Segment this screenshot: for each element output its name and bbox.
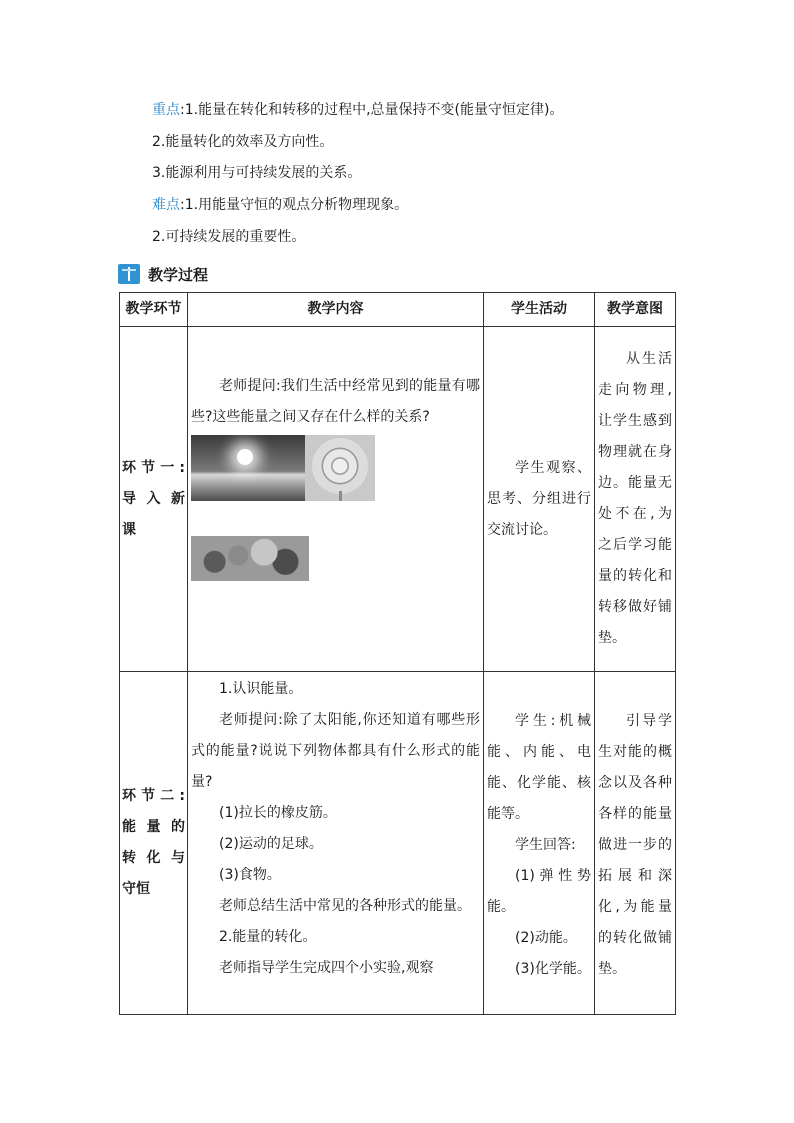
key-point-2: 2.能量转化的效率及方向性。 <box>152 134 334 150</box>
content-line: 老师总结生活中常见的各种形式的能量。 <box>219 898 471 914</box>
food-photo <box>191 517 309 581</box>
content-paragraph: 老师提问:我们生活中经常见到的能量有哪些?这些能量之间又存在什么样的关系? <box>191 378 480 425</box>
photo-group <box>191 435 480 581</box>
activity-line: (1)弹性势能。 <box>487 868 591 915</box>
key-point-1 <box>152 100 563 120</box>
lesson-table <box>119 292 676 1015</box>
stage-line: 课 <box>122 521 136 538</box>
activity-line: (2)动能。 <box>515 930 577 946</box>
activity-cell <box>484 327 595 672</box>
key-point-3: 3.能源利用与可持续发展的关系。 <box>152 165 362 181</box>
stage-line: 转化与 <box>122 850 185 866</box>
content-line: 老师提问:除了太阳能,你还知道有哪些形式的能量?说说下列物体都具有什么形式的能量? <box>191 712 480 790</box>
activity-line: 学生:机械能、内能、电能、化学能、核能等。 <box>487 713 591 822</box>
stage-line: 能量的 <box>122 819 185 835</box>
header-activity: 学生活动 <box>484 293 595 327</box>
content-cell <box>188 327 484 672</box>
table-row <box>120 672 676 1015</box>
section-title: 教学过程 <box>148 265 209 284</box>
stage-line: 环节一: <box>122 459 185 476</box>
content-cell <box>188 672 484 1015</box>
content-line: 老师指导学生完成四个小实验,观察 <box>219 960 434 976</box>
difficulty-2: 2.可持续发展的重要性。 <box>152 229 306 245</box>
header-intent: 教学意图 <box>595 293 676 327</box>
intent-cell <box>595 327 676 672</box>
difficulty-label: 难点 <box>152 197 180 213</box>
intent-paragraph: 从生活走向物理,让学生感到物理就在身边。能量无处不在,为之后学习能量的转化和转移做好铺垫。 <box>598 351 672 646</box>
stage-line: 守恒 <box>122 881 150 897</box>
activity-paragraph: 学生观察、思考、分组进行交流讨论。 <box>487 459 591 538</box>
content-line: 1.认识能量。 <box>219 681 303 697</box>
table-row <box>120 327 676 672</box>
solar-fan-photo <box>305 435 375 501</box>
key-point-label: 重点 <box>152 102 180 118</box>
difficulty-1 <box>152 195 408 215</box>
header-content: 教学内容 <box>188 293 484 327</box>
stage-cell <box>120 672 188 1015</box>
activity-cell <box>484 672 595 1015</box>
activity-line: (3)化学能。 <box>515 961 591 977</box>
sun-mountain-photo <box>191 435 305 501</box>
content-line: (3)食物。 <box>219 867 281 883</box>
book-icon <box>118 264 140 284</box>
stage-line: 环节二: <box>122 788 185 804</box>
difficulty-text: :1.用能量守恒的观点分析物理现象。 <box>180 197 409 213</box>
stage-cell <box>120 327 188 672</box>
activity-line: 学生回答: <box>515 837 576 853</box>
table-header-row <box>120 293 676 327</box>
stage-line: 导入新 <box>122 490 185 507</box>
content-line: 2.能量的转化。 <box>219 929 317 945</box>
header-stage: 教学环节 <box>120 293 188 327</box>
intent-paragraph: 引导学生对能的概念以及各种各样的能量做进一步的拓展和深化,为能量的转化做铺垫。 <box>598 713 672 977</box>
content-line: (1)拉长的橡皮筋。 <box>219 805 337 821</box>
content-line: (2)运动的足球。 <box>219 836 323 852</box>
intent-cell <box>595 672 676 1015</box>
key-point-text: :1.能量在转化和转移的过程中,总量保持不变(能量守恒定律)。 <box>180 102 564 118</box>
section-heading <box>118 262 208 286</box>
